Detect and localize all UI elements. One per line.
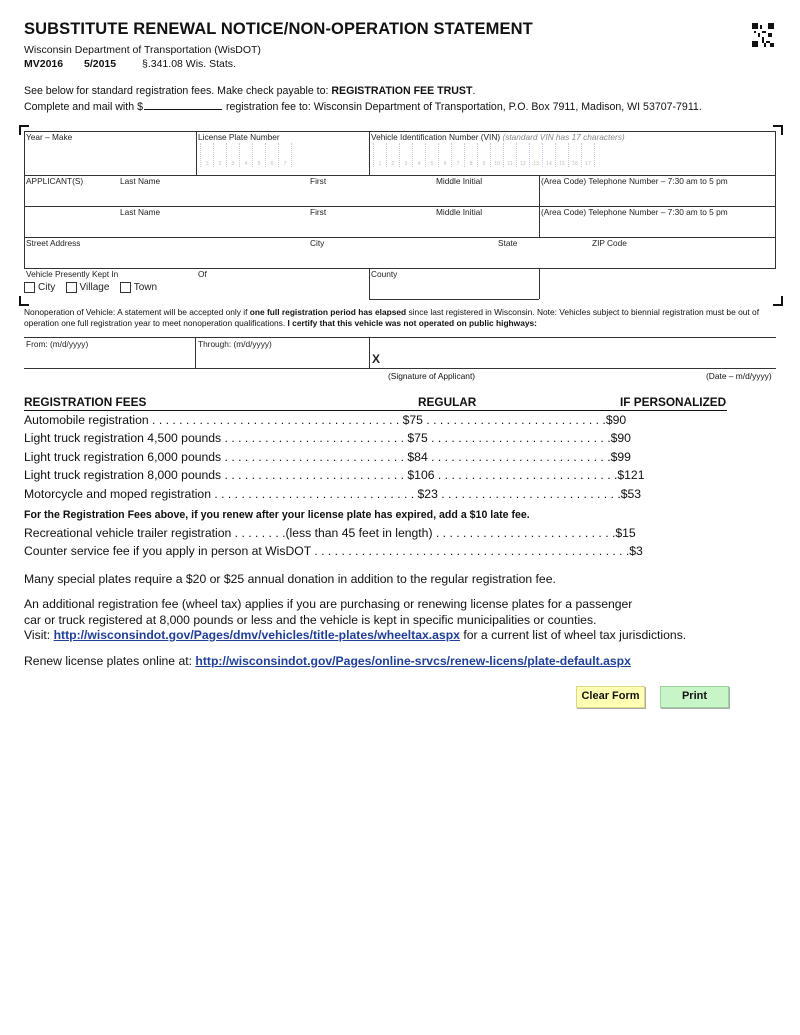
street-address-field[interactable]: Street Address	[26, 238, 81, 248]
license-plate-boxes[interactable]	[200, 143, 292, 167]
char-box[interactable]: 4	[413, 143, 426, 167]
personalized-fee: $90	[610, 431, 631, 445]
special-plates-note: Many special plates require a $20 or $25 annual donation in addition to the regular registration fee.	[24, 572, 556, 586]
city-checkbox[interactable]: City	[24, 282, 55, 293]
personalized-fee: $99	[610, 450, 631, 464]
renew-online-info: Renew license plates online at: http://wisconsindot.gov/Pages/online-srvcs/renew-licens/plate-default.aspx	[24, 654, 631, 668]
fees-heading-rule	[24, 410, 727, 411]
char-box[interactable]: 4	[240, 143, 253, 167]
char-box[interactable]: 12	[517, 143, 530, 167]
fee-label: Light truck registration 4,500 pounds	[24, 431, 222, 445]
nonoperation-statement: Nonoperation of Vehicle: A statement will be accepted only if one full registration period has elapsed since last registered in Wisconsin. Note: Vehicles subject to biennial registration must be out of operation one full registration year to meet nonoperation qualifications. I certify that this vehicle was not operated on public highways:	[24, 307, 760, 329]
telephone-field[interactable]: (Area Code) Telephone Number – 7:30 am to 5 pm	[541, 176, 728, 186]
date-label: (Date – m/d/yyyy)	[706, 371, 772, 381]
fee-row: Light truck registration 4,500 pounds . . . . . . . . . . . . . . . . . . . . . . . . . . . $75 . . . . . . . . . . . . . . . . . . . . . . . . . . .$90	[24, 431, 631, 445]
char-box[interactable]: 5	[253, 143, 266, 167]
department-name: Wisconsin Department of Transportation (WisDOT)	[24, 44, 261, 56]
char-box[interactable]: 13	[530, 143, 543, 167]
char-box[interactable]: 6	[266, 143, 279, 167]
char-box[interactable]: 16	[569, 143, 582, 167]
location-type-options	[24, 282, 165, 295]
char-box[interactable]: 3	[400, 143, 413, 167]
fee-row: Light truck registration 6,000 pounds . . . . . . . . . . . . . . . . . . . . . . . . . . . $84 . . . . . . . . . . . . . . . . . . . . . . . . . . .$99	[24, 450, 631, 464]
telephone-field-2[interactable]: (Area Code) Telephone Number – 7:30 am to 5 pm	[541, 207, 728, 217]
nonoperation-fields	[24, 337, 776, 369]
middle-initial-field-2[interactable]: Middle Initial	[436, 207, 483, 217]
intro-text: See below for standard registration fees. Make check payable to: REGISTRATION FEE TRUST. Complete and mail with $ registration fee to: Wisconsin Department of Transportation, P.O. Box 7911, Madison, WI 53707-7911.	[24, 85, 702, 113]
signature-x: X	[372, 352, 381, 366]
form-id-line	[24, 58, 236, 70]
currency-sign: $	[137, 100, 143, 113]
regular-fee: $106	[407, 468, 435, 482]
barcode-icon	[752, 23, 774, 47]
counter-fee-row: Counter service fee if you apply in person at WisDOT . . . . . . . . . . . . . . . . . . . . . . . . . . . . . . . . . . . . . . . . . . . . . . .$3	[24, 544, 643, 558]
city-field[interactable]: City	[310, 238, 325, 248]
last-name-field[interactable]: Last Name	[120, 176, 161, 186]
statute: §.341.08 Wis. Stats.	[142, 58, 236, 70]
applicants-label: APPLICANT(S)	[26, 176, 84, 186]
wheel-tax-link[interactable]: http://wisconsindot.gov/Pages/dmv/vehicles/title-plates/wheeltax.aspx	[53, 628, 460, 642]
first-name-field-2[interactable]: First	[310, 207, 327, 217]
char-box[interactable]: 1	[373, 143, 387, 167]
clear-form-button[interactable]: Clear Form	[576, 686, 645, 708]
char-box[interactable]: 1	[200, 143, 214, 167]
personalized-heading: IF PERSONALIZED	[620, 395, 727, 409]
personalized-fee: $121	[617, 468, 645, 482]
personalized-fee: $90	[605, 413, 627, 427]
char-box[interactable]: 15	[556, 143, 569, 167]
form-title: SUBSTITUTE RENEWAL NOTICE/NON-OPERATION STATEMENT	[24, 20, 533, 38]
char-box[interactable]: 11	[504, 143, 517, 167]
year-make-field[interactable]: Year – Make	[26, 132, 73, 142]
char-box[interactable]: 7	[279, 143, 292, 167]
personalized-fee: $53	[620, 487, 642, 501]
wheel-tax-info: An additional registration fee (wheel tax) applies if you are purchasing or renewing license plates for a passenger car or truck registered at 8,000 pounds or less and the vehicle is kept in specific municipalities or counties. Visit: http://wisconsindot.gov/Pages/dmv/vehicles/title-plates/wheeltax.aspx for a current list of wheel tax jurisdictions.	[24, 597, 687, 642]
vehicle-applicant-form	[24, 131, 776, 300]
fee-label: Light truck registration 8,000 pounds	[24, 468, 222, 482]
from-date-field[interactable]: From: (m/d/yyyy)	[26, 339, 89, 349]
payee: REGISTRATION FEE TRUST	[331, 85, 473, 97]
char-box[interactable]: 2	[214, 143, 227, 167]
char-box[interactable]: 6	[439, 143, 452, 167]
regular-fee: $75	[407, 431, 428, 445]
first-name-field[interactable]: First	[310, 176, 327, 186]
form-id: MV2016	[24, 58, 64, 70]
late-fee-note: For the Registration Fees above, if you renew after your license plate has expired, add a $10 late fee.	[24, 509, 530, 521]
char-box[interactable]: 17	[582, 143, 595, 167]
fee-row: Light truck registration 8,000 pounds . . . . . . . . . . . . . . . . . . . . . . . . . . . $106 . . . . . . . . . . . . . . . . . . . . . . . . . . .$121	[24, 468, 645, 482]
form-date: 5/2015	[84, 58, 117, 70]
last-name-field-2[interactable]: Last Name	[120, 207, 161, 217]
char-box[interactable]: 5	[426, 143, 439, 167]
char-box[interactable]: 9	[478, 143, 491, 167]
char-box[interactable]: 10	[491, 143, 504, 167]
county-field[interactable]: County	[371, 269, 398, 279]
print-button[interactable]: Print	[660, 686, 729, 708]
renew-online-link[interactable]: http://wisconsindot.gov/Pages/online-srvcs/renew-licens/plate-default.aspx	[195, 654, 631, 668]
signature-label: (Signature of Applicant)	[388, 371, 476, 381]
char-box[interactable]: 7	[452, 143, 465, 167]
regular-heading: REGULAR	[418, 395, 477, 409]
zip-field[interactable]: ZIP Code	[592, 238, 627, 248]
fee-amount-blank[interactable]	[144, 99, 222, 110]
village-checkbox[interactable]: Village	[66, 282, 110, 293]
vin-boxes[interactable]	[373, 143, 595, 167]
vin-label: Vehicle Identification Number (VIN) (standard VIN has 17 characters)	[371, 132, 625, 142]
rv-fee-row: Recreational vehicle trailer registration . . . . . . . .(less than 45 feet in length) . . . . . . . . . . . . . . . . . . . . . . . . . . .$15	[24, 526, 636, 540]
char-box[interactable]: 3	[227, 143, 240, 167]
fees-heading: REGISTRATION FEES	[24, 395, 147, 409]
fee-label: Motorcycle and moped registration	[24, 487, 211, 501]
fee-row: Motorcycle and moped registration . . . . . . . . . . . . . . . . . . . . . . . . . . . . . . $23 . . . . . . . . . . . . . . . . . . . . . . . . . . .$53	[24, 487, 642, 501]
regular-fee: $75	[402, 413, 423, 427]
fee-label: Automobile registration	[24, 413, 149, 427]
state-field[interactable]: State	[498, 238, 518, 248]
char-box[interactable]: 2	[387, 143, 400, 167]
regular-fee: $23	[417, 487, 438, 501]
of-field[interactable]: Of	[198, 269, 207, 279]
kept-in-label: Vehicle Presently Kept In	[26, 269, 119, 279]
regular-fee: $84	[407, 450, 428, 464]
fee-row: Automobile registration . . . . . . . . . . . . . . . . . . . . . . . . . . . . . . . . . . . . . $75 . . . . . . . . . . . . . . . . . . . . . . . . . . .$90	[24, 413, 627, 427]
fee-label: Light truck registration 6,000 pounds	[24, 450, 222, 464]
char-box[interactable]: 14	[543, 143, 556, 167]
town-checkbox[interactable]: Town	[120, 282, 157, 293]
license-plate-label: License Plate Number	[198, 132, 280, 142]
through-date-field[interactable]: Through: (m/d/yyyy)	[198, 339, 272, 349]
middle-initial-field[interactable]: Middle Initial	[436, 176, 483, 186]
char-box[interactable]: 8	[465, 143, 478, 167]
